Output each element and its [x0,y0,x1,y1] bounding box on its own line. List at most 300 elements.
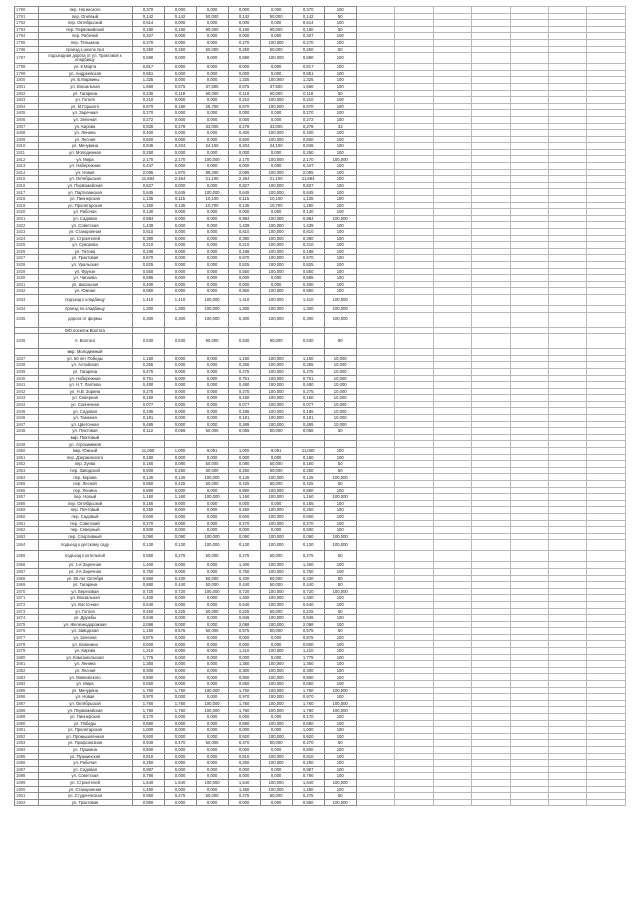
empty-cell [433,434,471,441]
value-cell: 0,530 [132,334,164,349]
value-cell: 0,750 [292,568,324,575]
empty-cell [395,595,433,602]
table-row [15,454,626,461]
row-number-cell: 1864 [15,540,39,551]
empty-cell [356,275,394,282]
empty-cell [472,740,510,747]
value-cell: 0,000 [228,116,260,123]
empty-cell [587,235,626,242]
value-cell: 1,870 [164,169,196,176]
empty-cell [510,766,548,773]
empty-cell [548,714,586,721]
empty-cell [548,395,586,402]
road-name-cell: пер. Октябрьский [38,20,132,27]
empty-cell [510,382,548,389]
value-cell: 0,600 [132,641,164,648]
empty-cell [395,773,433,780]
value-cell: 0,000 [196,182,228,189]
value-cell: 50,000 [260,793,292,800]
road-name-cell: пер. Огнёвый [38,13,132,20]
empty-cell [472,494,510,501]
value-cell: 100,000 [260,533,292,540]
value-cell: 0,155 [292,500,324,507]
value-cell: 50 [324,428,356,435]
row-number-cell: 1820 [15,209,39,216]
empty-cell [356,799,394,806]
empty-cell [356,481,394,488]
empty-cell [433,628,471,635]
empty-cell [548,441,586,448]
empty-cell [433,441,471,448]
empty-cell [548,568,586,575]
empty-cell [356,248,394,255]
empty-cell [395,349,433,356]
empty-cell [587,176,626,183]
value-cell: 0,000 [164,773,196,780]
row-number-cell: 1881 [15,661,39,668]
table-row [15,667,626,674]
empty-cell [510,615,548,622]
empty-cell [587,26,626,33]
empty-cell [548,334,586,349]
empty-cell [548,595,586,602]
empty-cell [433,229,471,236]
value-cell: 1,325 [292,77,324,84]
empty-cell [510,720,548,727]
empty-cell [510,275,548,282]
value-cell: 0,125 [164,474,196,481]
value-cell: 0,000 [164,229,196,236]
value-cell: 0,000 [228,773,260,780]
empty-cell [395,305,433,312]
value-cell: 0,580 [228,53,260,64]
value-cell: 1,450 [228,786,260,793]
empty-cell [587,196,626,203]
value-cell [132,441,164,448]
empty-cell [433,103,471,110]
empty-cell [548,720,586,727]
value-cell: 0,225 [228,608,260,615]
empty-cell [395,720,433,727]
value-cell: 0,810 [292,753,324,760]
empty-cell [472,533,510,540]
table-row [15,615,626,622]
empty-cell [433,753,471,760]
value-cell: 100 [324,753,356,760]
empty-cell [472,753,510,760]
value-cell: 0,530 [164,334,196,349]
empty-cell [433,149,471,156]
value-cell: 50 [324,551,356,562]
empty-cell [356,39,394,46]
empty-cell [356,143,394,150]
empty-cell [472,26,510,33]
empty-cell [356,77,394,84]
empty-cell [395,415,433,422]
empty-cell [548,143,586,150]
empty-cell [395,441,433,448]
value-cell: 100,000 [196,700,228,707]
value-cell: 2,086 [132,621,164,628]
value-cell: 0,056 [228,428,260,435]
value-cell: 100,000 [324,707,356,714]
table-row [15,551,626,562]
value-cell: 0,210 [132,242,164,249]
table-row [15,33,626,40]
value-cell: 100,000 [260,681,292,688]
value-cell: 100,000 [196,156,228,163]
row-number-cell: 1832 [15,288,39,295]
empty-cell [587,136,626,143]
table-row [15,248,626,255]
value-cell: 1,775 [132,654,164,661]
value-cell: 0,000 [260,766,292,773]
road-name-cell: ул. Рабочая [38,209,132,216]
value-cell: 0,825 [228,261,260,268]
road-name-cell: ул. Зеленая [38,116,132,123]
empty-cell [472,441,510,448]
value-cell: 90,000 [196,334,228,349]
empty-cell [395,395,433,402]
row-number-cell: 1817 [15,189,39,196]
value-cell: 1,300 [228,305,260,312]
empty-cell [356,229,394,236]
empty-cell [548,621,586,628]
empty-cell [587,641,626,648]
value-cell [292,434,324,441]
value-cell: 0,000 [260,110,292,117]
value-cell: 0,000 [196,681,228,688]
empty-cell [356,235,394,242]
value-cell: 100 [324,189,356,196]
value-cell [228,327,260,334]
value-cell: 0,150 [292,395,324,402]
value-cell: 0,000 [164,681,196,688]
value-cell: 0,204 [164,143,196,150]
table-row [15,156,626,163]
value-cell: 0,000 [196,20,228,27]
value-cell: 0,875 [292,634,324,641]
empty-cell [472,362,510,369]
value-cell: 90 [324,334,356,349]
empty-cell [510,248,548,255]
empty-cell [472,760,510,767]
value-cell: 1,000 [132,727,164,734]
empty-cell [433,202,471,209]
empty-cell [587,507,626,514]
value-cell: 100,000 [260,621,292,628]
row-number-cell: 1816 [15,182,39,189]
value-cell: 100,000 [260,733,292,740]
empty-cell [587,90,626,97]
value-cell: 0,000 [196,634,228,641]
value-cell: 100,000 [260,408,292,415]
value-cell: 0,250 [292,467,324,474]
value-cell: 21,100 [260,176,292,183]
value-cell: 1,210 [228,648,260,655]
value-cell: 0,300 [292,312,324,327]
value-cell: 0,480 [292,382,324,389]
road-name-cell: ул. Зеленая [38,634,132,641]
road-name-cell: ул. Уральская [38,261,132,268]
empty-cell [587,527,626,534]
empty-cell [510,268,548,275]
value-cell: 0,250 [292,507,324,514]
table-row [15,395,626,402]
row-number-cell: 1813 [15,163,39,170]
empty-cell [587,520,626,527]
road-name-cell: пер. Рабочий [38,33,132,40]
value-cell: 0,000 [164,753,196,760]
empty-cell [472,368,510,375]
value-cell: 100 [324,527,356,534]
empty-cell [587,654,626,661]
road-name-cell: ул. Лесная [38,667,132,674]
value-cell: 100,000 [260,700,292,707]
value-cell: 100,000 [324,700,356,707]
road-name-cell: ул. Березовая [38,588,132,595]
empty-cell [548,362,586,369]
empty-cell [356,421,394,428]
empty-cell [433,654,471,661]
empty-cell [587,707,626,714]
empty-cell [356,687,394,694]
empty-cell [472,275,510,282]
empty-cell [587,428,626,435]
empty-cell [472,388,510,395]
value-cell: 0,000 [196,268,228,275]
value-cell: 0,000 [196,562,228,569]
value-cell: 0,650 [132,681,164,688]
value-cell: 0,275 [164,551,196,562]
empty-cell [548,634,586,641]
value-cell: 0,180 [164,26,196,33]
empty-cell [510,641,548,648]
empty-cell [356,667,394,674]
empty-cell [356,20,394,27]
table-row [15,288,626,295]
value-cell: 100 [324,116,356,123]
value-cell: 100,000 [260,661,292,668]
row-number-cell: 1884 [15,681,39,688]
value-cell: 0,751 [292,375,324,382]
empty-cell [395,149,433,156]
empty-cell [510,215,548,222]
road-name-cell: ул. Пушкина [38,746,132,753]
value-cell: 33,000 [196,123,228,130]
row-number-cell: 1830 [15,275,39,282]
empty-cell [510,408,548,415]
empty-cell [510,130,548,137]
empty-cell [587,268,626,275]
row-number-cell: 1900 [15,786,39,793]
empty-cell [395,562,433,569]
value-cell: 0,000 [164,182,196,189]
empty-cell [472,621,510,628]
value-cell: 2,170 [132,156,164,163]
road-name-cell: пер. Тельмана [38,39,132,46]
road-name-cell: ул. Рабочая [38,760,132,767]
empty-cell [433,143,471,150]
empty-cell [395,434,433,441]
empty-cell [587,46,626,53]
empty-cell [395,83,433,90]
value-cell: 24,100 [260,143,292,150]
road-name-cell: ул. Калинина [38,641,132,648]
road-name-cell: ул. Мира [38,156,132,163]
value-cell: 100,000 [260,415,292,422]
value-cell: 0,000 [164,601,196,608]
row-number-cell [15,327,39,334]
empty-cell [395,733,433,740]
empty-cell [395,215,433,222]
empty-cell [472,773,510,780]
value-cell: 50,000 [260,481,292,488]
empty-cell [548,415,586,422]
value-cell: 10,000 [324,388,356,395]
empty-cell [548,467,586,474]
road-name-cell: ул. Строителей [38,779,132,786]
empty-cell [510,83,548,90]
road-name-cell: ул. Южная [38,288,132,295]
value-cell: 1,439 [292,222,324,229]
value-cell: 0,000 [164,53,196,64]
table-row [15,375,626,382]
value-cell: 0,265 [292,362,324,369]
value-cell: 0,278 [292,123,324,130]
value-cell: 0,400 [292,130,324,137]
empty-cell [356,305,394,312]
empty-cell [472,661,510,668]
value-cell: 0,614 [292,20,324,27]
value-cell: 0,130 [164,540,196,551]
value-cell: 0,000 [164,97,196,104]
empty-cell [433,421,471,428]
value-cell: 0,210 [228,97,260,104]
table-row [15,779,626,786]
value-cell: 0,400 [132,130,164,137]
empty-cell [356,595,394,602]
value-cell: 100 [324,136,356,143]
empty-cell [548,382,586,389]
empty-cell [587,143,626,150]
value-cell: 0,000 [196,242,228,249]
empty-cell [433,90,471,97]
empty-cell [548,786,586,793]
empty-cell [587,533,626,540]
value-cell: 100,000 [260,786,292,793]
empty-cell [510,513,548,520]
road-name-cell: ул. Октябрьская [38,700,132,707]
empty-cell [395,355,433,362]
value-cell: 0,188 [132,248,164,255]
empty-cell [356,382,394,389]
empty-cell [548,242,586,249]
row-number-cell: 1798 [15,64,39,71]
value-cell: 0,000 [164,595,196,602]
empty-cell [472,123,510,130]
empty-cell [356,294,394,305]
table-row [15,97,626,104]
empty-cell [548,70,586,77]
value-cell: 0,000 [164,7,196,14]
empty-cell [587,575,626,582]
value-cell: 0,000 [260,500,292,507]
table-row [15,608,626,615]
empty-cell [472,467,510,474]
value-cell: 50,000 [260,628,292,635]
empty-cell [472,628,510,635]
value-cell: 0,250 [228,467,260,474]
empty-cell [395,255,433,262]
table-row [15,261,626,268]
value-cell: 0,960 [292,799,324,806]
value-cell: 0,090 [164,533,196,540]
road-name-cell: ул. Мира [38,681,132,688]
empty-cell [433,487,471,494]
value-cell: 0,000 [196,110,228,117]
value-cell: 1,325 [228,77,260,84]
value-cell: 0,180 [292,454,324,461]
value-cell: 0,250 [228,507,260,514]
empty-cell [395,64,433,71]
empty-cell [395,568,433,575]
road-name-cell: проезд к школе №4 [38,46,132,53]
empty-cell [356,268,394,275]
value-cell: 0,142 [228,13,260,20]
empty-cell [510,46,548,53]
empty-cell [395,229,433,236]
value-cell: 0,181 [132,415,164,422]
empty-cell [395,169,433,176]
road-name-cell: ул. Строителей [38,235,132,242]
empty-cell [548,163,586,170]
value-cell: 0,077 [132,401,164,408]
road-name-cell: подъезд к котельной [38,551,132,562]
value-cell: 100 [324,661,356,668]
value-cell: 0,970 [228,694,260,701]
value-cell [164,349,196,356]
value-cell: 0,846 [228,615,260,622]
empty-cell [395,714,433,721]
table-row [15,727,626,734]
empty-cell [548,281,586,288]
value-cell: 0,000 [164,362,196,369]
value-cell: 0,188 [228,248,260,255]
empty-cell [587,248,626,255]
value-cell: 100,000 [260,215,292,222]
empty-cell [548,562,586,569]
value-cell: 0,670 [132,103,164,110]
empty-cell [587,648,626,655]
row-number-cell: 1870 [15,588,39,595]
road-name-cell: пер. Октябрьский [38,500,132,507]
value-cell: 100 [324,773,356,780]
value-cell: 100 [324,53,356,64]
table-row [15,362,626,369]
row-number-cell: 1800 [15,77,39,84]
value-cell: 2,170 [228,156,260,163]
row-number-cell: 1802 [15,90,39,97]
road-name-cell: пер. Новый [38,494,132,501]
value-cell: 0,000 [164,242,196,249]
empty-cell [356,388,394,395]
road-name-cell: пер. Спортивный [38,533,132,540]
value-cell: 0,000 [196,136,228,143]
empty-cell [356,621,394,628]
empty-cell [587,551,626,562]
empty-cell [356,681,394,688]
